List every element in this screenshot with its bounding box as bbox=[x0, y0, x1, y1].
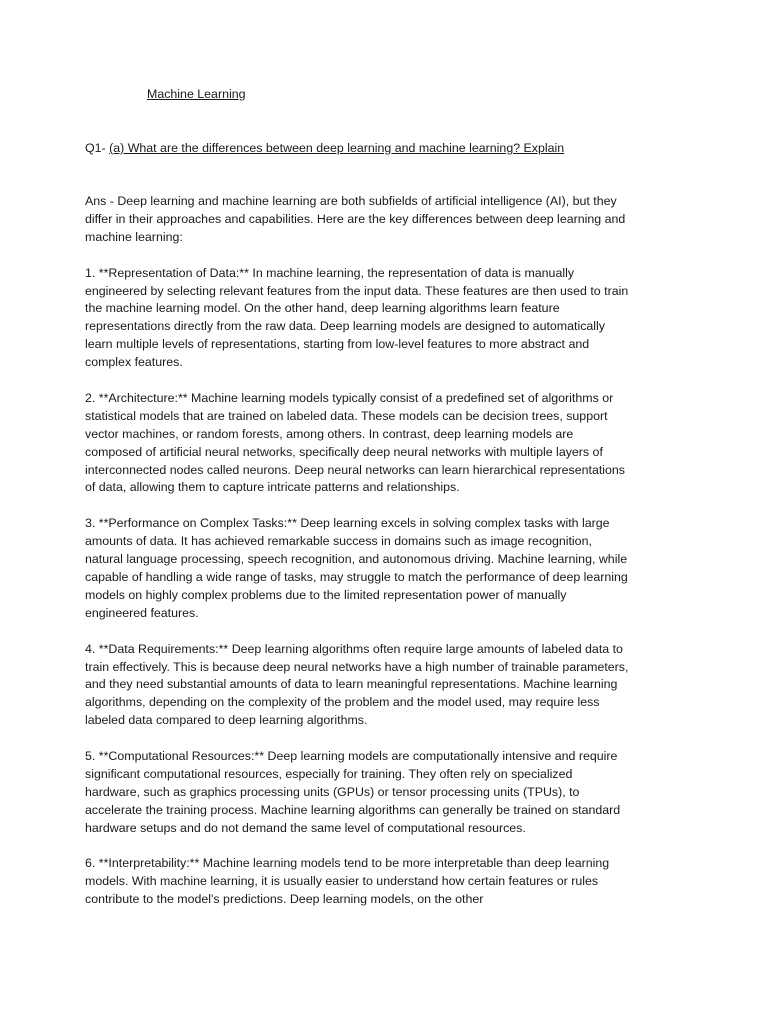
document-title: Machine Learning bbox=[147, 87, 246, 101]
question-prefix: Q1- bbox=[85, 141, 110, 155]
point-data-requirements: 4. **Data Requirements:** Deep learning algorithms often require large amounts of labeled data to train effectively. This is because deep neural networks have a high number of trainable parameters, and they need substantial amounts of data to learn meaningful representations. Machine learning algorithms, depending on the complexity of the problem and the model used, may require less labeled data compared to deep learning algorithms. bbox=[85, 641, 629, 728]
answer-intro-paragraph: Ans - Deep learning and machine learning are both subfields of artificial intelligence (AI), but they differ in their approaches and capabilities. Here are the key differences between deep learning and machine learning: bbox=[85, 194, 626, 244]
answer-body bbox=[85, 193, 630, 927]
point-computational-resources: 5. **Computational Resources:** Deep learning models are computationally intensive and require significant computational resources, especially for training. They often rely on specialized hardware, such as graphics processing units (GPUs) or tensor processing units (TPUs), to accelerate the training process. Machine learning algorithms can generally be trained on standard hardware setups and do not demand the same level of computational resources. bbox=[85, 749, 621, 835]
point-performance-complex-tasks: 3. **Performance on Complex Tasks:** Deep learning excels in solving complex tasks with large amounts of data. It has achieved remarkable success in domains such as image recognition, natural language processing, speech recognition, and autonomous driving. Machine learning, while capable of handling a wide range of tasks, may struggle to match the performance of deep learning models on highly complex problems due to the limited representation power of manually engineered features. bbox=[85, 516, 628, 620]
question-text: (a) What are the differences between deep learning and machine learning? Explain bbox=[109, 141, 565, 155]
point-representation-of-data: 1. **Representation of Data:** In machine learning, the representation of data is manually engineered by selecting relevant features from the input data. These features are then used to train the machine learning model. On the other hand, deep learning algorithms learn feature representations directly from the raw data. Deep learning models are designed to automatically learn multiple levels of representations, starting from low-level features to more abstract and complex features. bbox=[85, 265, 629, 370]
question-heading bbox=[85, 140, 625, 158]
point-interpretability: 6. **Interpretability:** Machine learning models tend to be more interpretable than deep learning models. With machine learning, it is usually easier to understand how certain features or rules contribute to the model's predictions. Deep learning models, on the other bbox=[85, 856, 610, 907]
point-architecture: 2. **Architecture:** Machine learning models typically consist of a predefined set of algorithms or statistical models that are trained on labeled data. These models can be decision trees, support vector machines, or random forests, among others. In contrast, deep learning models are composed of artificial neural networks, specifically deep neural networks with multiple layers of interconnected nodes called neurons. Deep neural networks can learn hierarchical representations of data, allowing them to capture intricate patterns and relationships. bbox=[85, 390, 626, 495]
